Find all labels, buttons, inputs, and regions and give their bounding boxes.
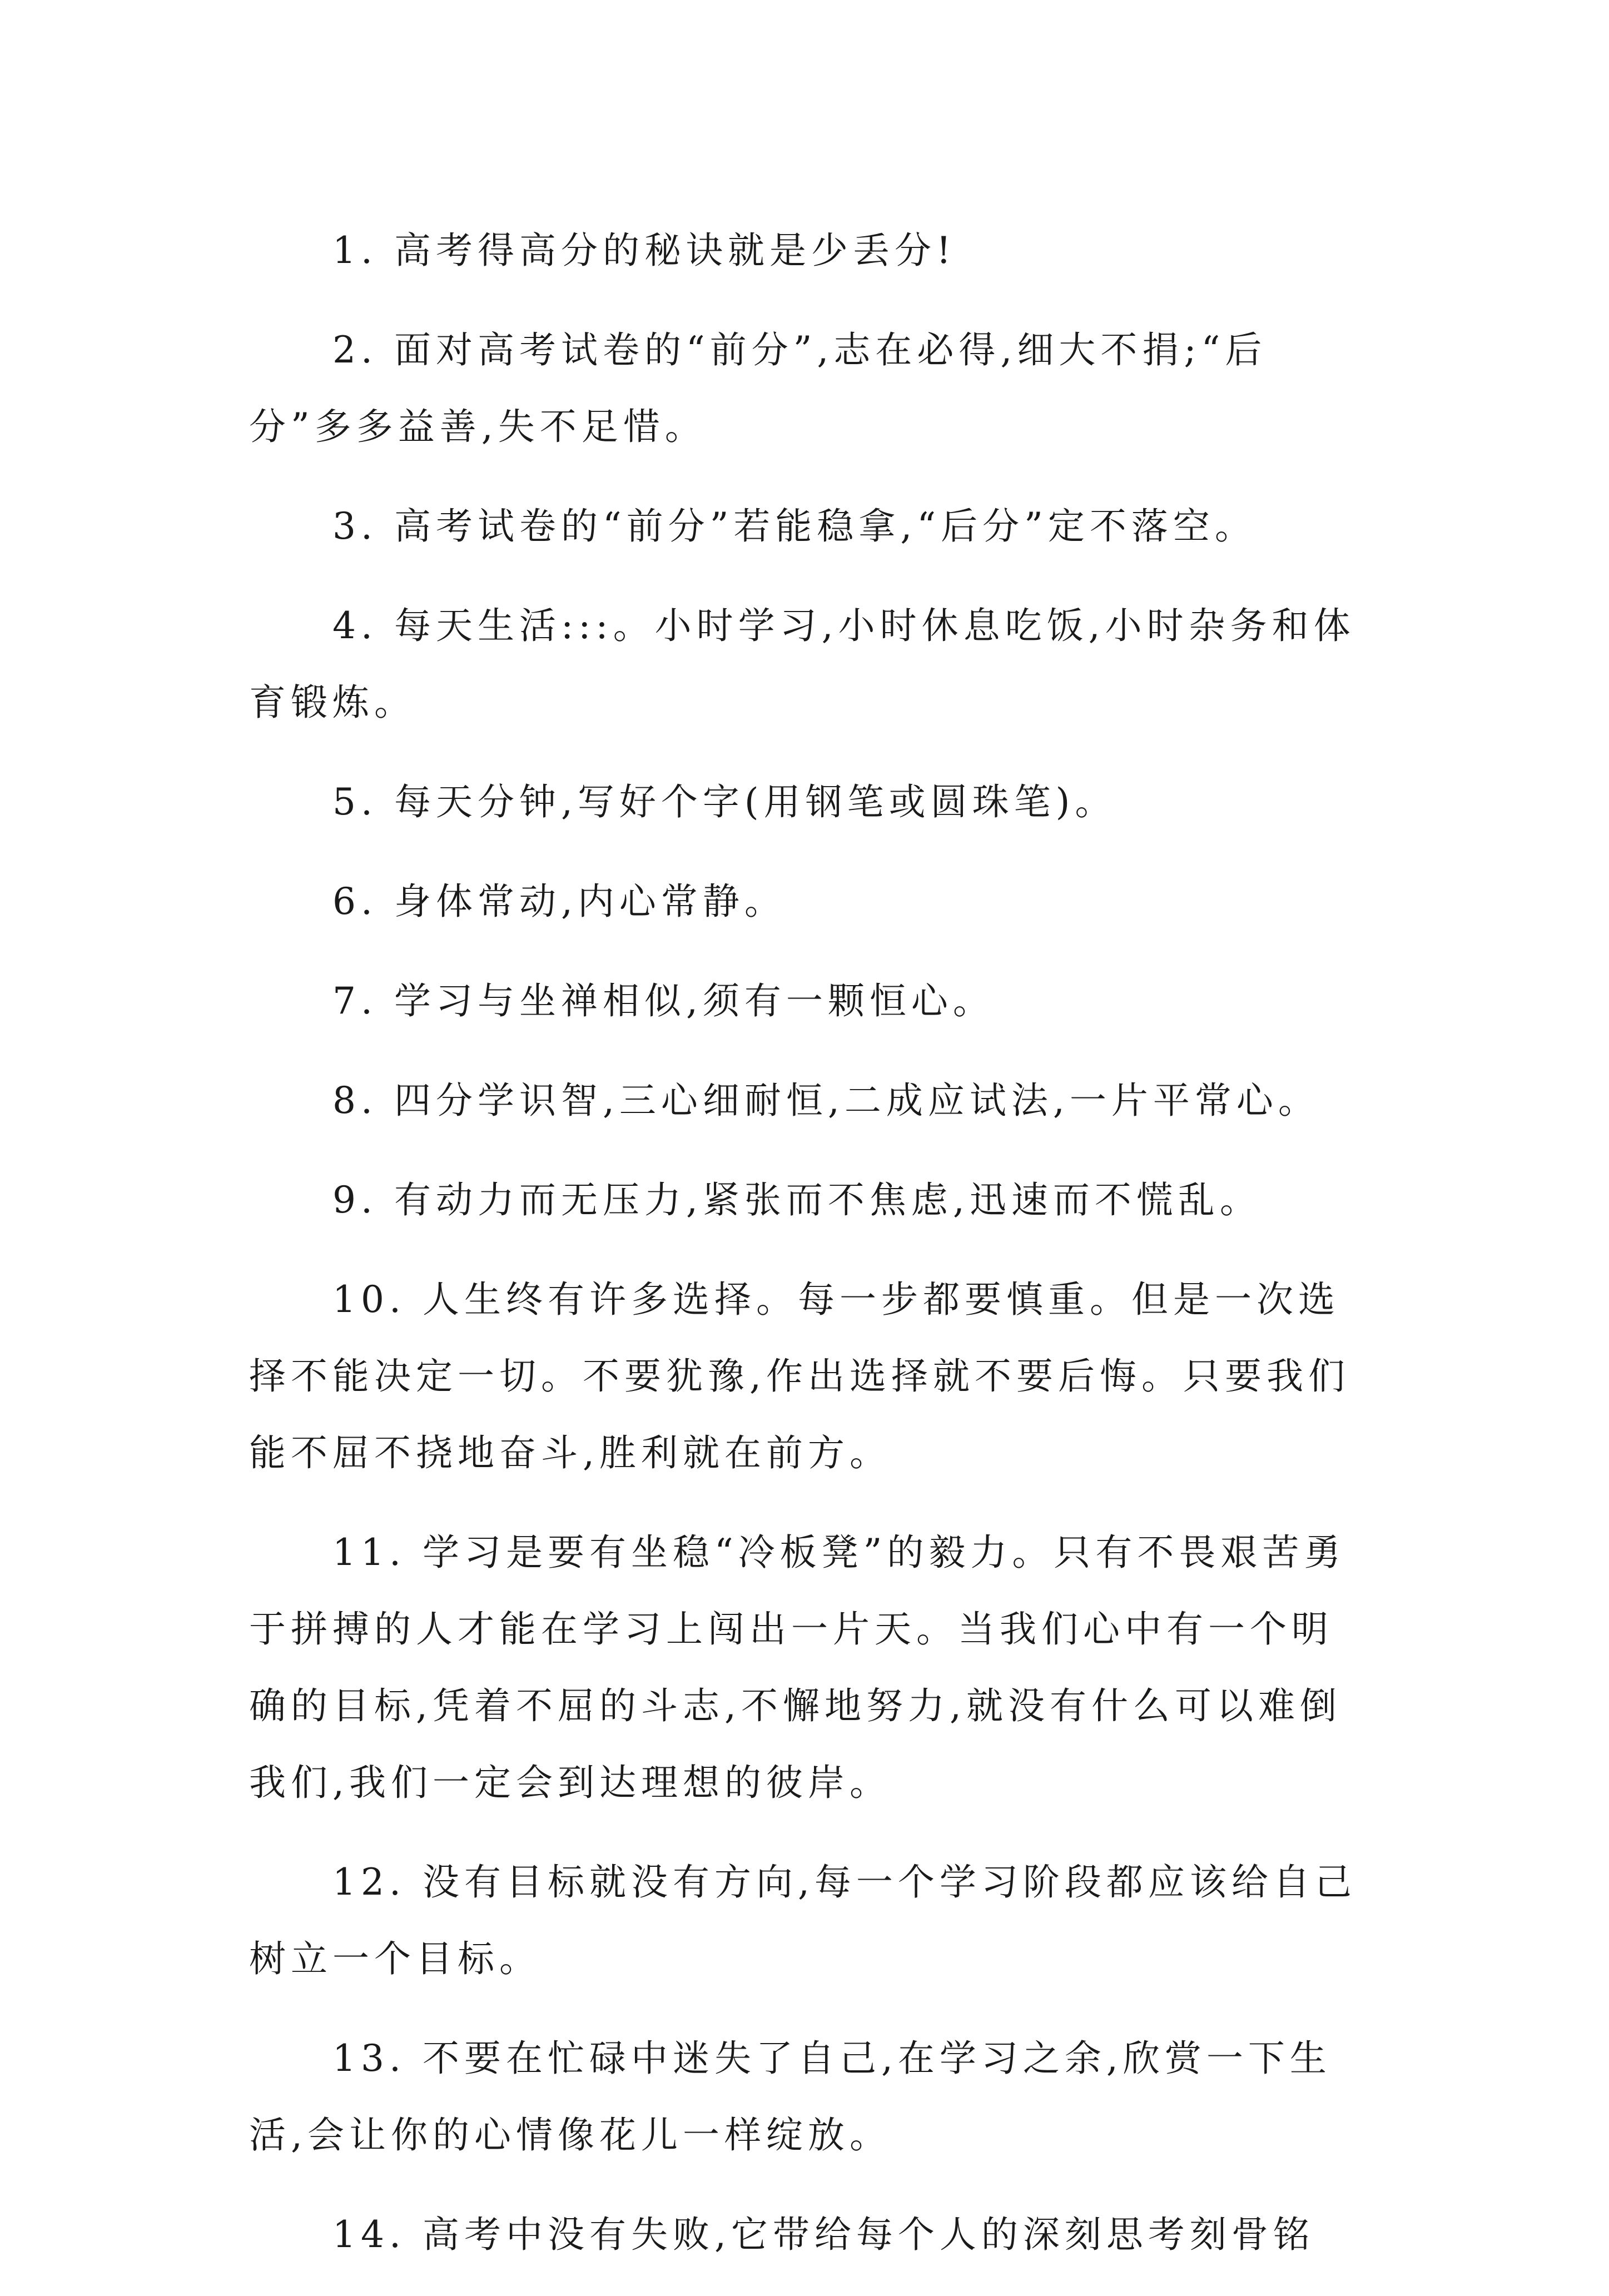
paragraph-6: 6. 身体常动,内心常静。 xyxy=(332,880,786,923)
document-body xyxy=(249,212,1361,2296)
paragraph-12: 12. 没有目标就没有方向,每一个学习阶段都应该给自己树立一个目标。 xyxy=(249,1861,1357,1980)
paragraph-9: 9. 有动力而无压力,紧张而不焦虑,迅速而不慌乱。 xyxy=(332,1179,1262,1221)
paragraph-10: 10. 人生终有许多选择。每一步都要慎重。但是一次选择不能决定一切。不要犹豫,作出选择就不要后悔。只要我们能不屈不挠地奋斗,胜利就在前方。 xyxy=(249,1278,1350,1474)
paragraph-2: 2. 面对高考试卷的“前分”,志在必得,细大不捐;“后分”多多益善,失不足惜。 xyxy=(249,329,1267,448)
paragraph-7: 7. 学习与坐禅相似,须有一颗恒心。 xyxy=(332,980,995,1022)
paragraph-4: 4. 每天生活:::。小时学习,小时休息吃饭,小时杂务和体育锻炼。 xyxy=(249,604,1355,724)
paragraph-3: 3. 高考试卷的“前分”若能稳拿,“后分”定不落空。 xyxy=(332,505,1257,548)
paragraph-14: 14. 高考中没有失败,它带给每个人的深刻思考刻骨铭 xyxy=(332,2213,1315,2256)
paragraph-13: 13. 不要在忙碌中迷失了自己,在学习之余,欣赏一下生活,会让你的心情像花儿一样绽放。 xyxy=(249,2037,1332,2156)
paragraph-11: 11. 学习是要有坐稳“冷板凳”的毅力。只有不畏艰苦勇于拼搏的人才能在学习上闯出一片天。当我们心中有一个明确的目标,凭着不屈的斗志,不懈地努力,就没有什么可以难倒我们,我们一定会到达理想的彼岸。 xyxy=(249,1531,1346,1804)
paragraph-1: 1. 高考得高分的秘诀就是少丢分! xyxy=(332,229,956,272)
paragraph-8: 8. 四分学识智,三心细耐恒,二成应试法,一片平常心。 xyxy=(332,1079,1320,1122)
paragraph-5: 5. 每天分钟,写好个字(用钢笔或圆珠笔)。 xyxy=(332,781,1117,823)
